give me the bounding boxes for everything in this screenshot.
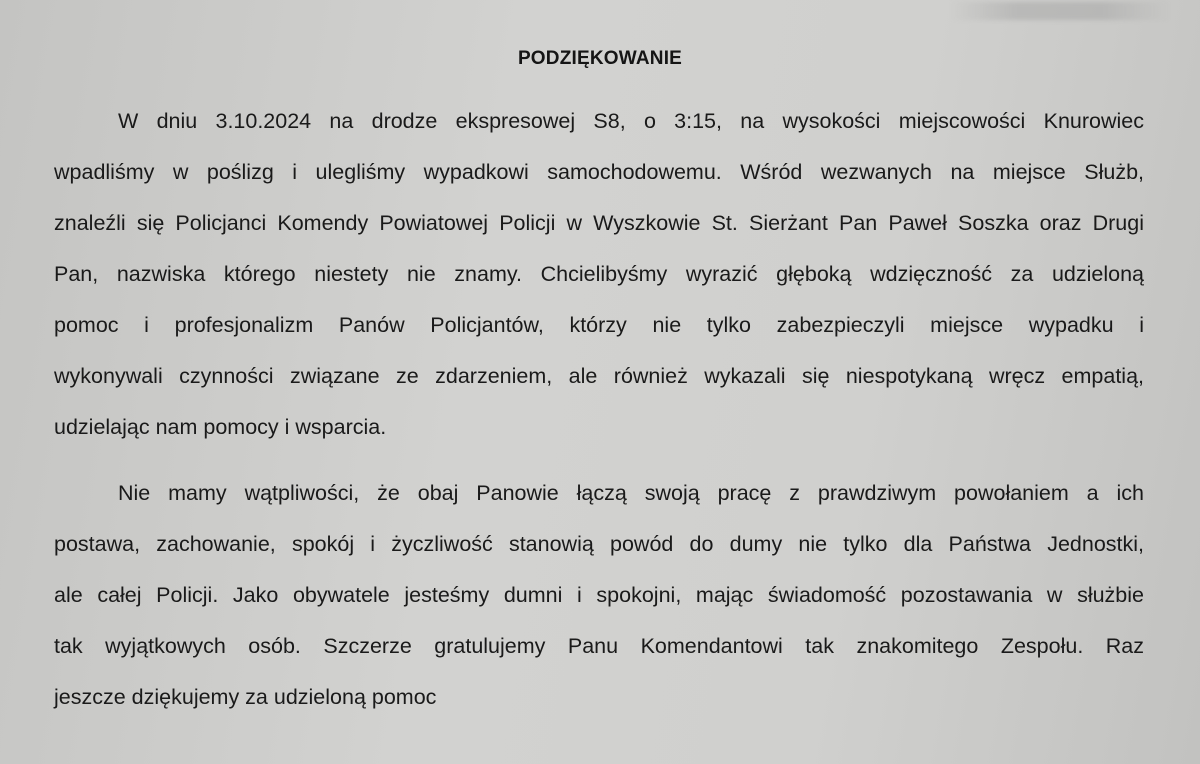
paragraph-line: znaleźli się Policjanci Komendy Powiatowej Policji w Wyszkowie St. Sierżant Pan Paweł Soszka oraz Drugi bbox=[54, 211, 1144, 235]
paragraph-thanks bbox=[54, 468, 1144, 723]
paragraph-line: pomoc i profesjonalizm Panów Policjantów, którzy nie tylko zabezpieczyli miejsce wypadku i bbox=[54, 313, 1144, 337]
paragraph-line: W dniu 3.10.2024 na drodze ekspresowej S8, o 3:15, na wysokości miejscowości Knurowiec bbox=[118, 109, 1144, 133]
paragraph-line: ale całej Policji. Jako obywatele jesteśmy dumni i spokojni, mając świadomość pozostawania w służbie bbox=[54, 583, 1144, 607]
show-through-smudge bbox=[950, 2, 1170, 20]
paragraph-line: wpadliśmy w poślizg i ulegliśmy wypadkowi samochodowemu. Wśród wezwanych na miejsce Służb, bbox=[54, 160, 1144, 184]
paragraph-incident bbox=[54, 96, 1144, 453]
paragraph-line: jeszcze dziękujemy za udzieloną pomoc bbox=[54, 685, 437, 709]
paragraph-line: Nie mamy wątpliwości, że obaj Panowie łączą swoją pracę z prawdziwym powołaniem a ich bbox=[118, 481, 1144, 505]
paragraph-line: postawa, zachowanie, spokój i życzliwość stanowią powód do dumy nie tylko dla Państwa Jednostki, bbox=[54, 532, 1144, 556]
document-title: PODZIĘKOWANIE bbox=[517, 48, 683, 69]
paragraph-line: tak wyjątkowych osób. Szczerze gratulujemy Panu Komendantowi tak znakomitego Zespołu. Raz bbox=[54, 634, 1144, 658]
paragraph-line: udzielając nam pomocy i wsparcia. bbox=[54, 415, 387, 439]
paragraph-line: Pan, nazwiska którego niestety nie znamy. Chcielibyśmy wyrazić głęboką wdzięczność za udzieloną bbox=[54, 262, 1144, 286]
paragraph-line: wykonywali czynności związane ze zdarzeniem, ale również wykazali się niespotykaną wręcz empatią, bbox=[54, 364, 1144, 388]
